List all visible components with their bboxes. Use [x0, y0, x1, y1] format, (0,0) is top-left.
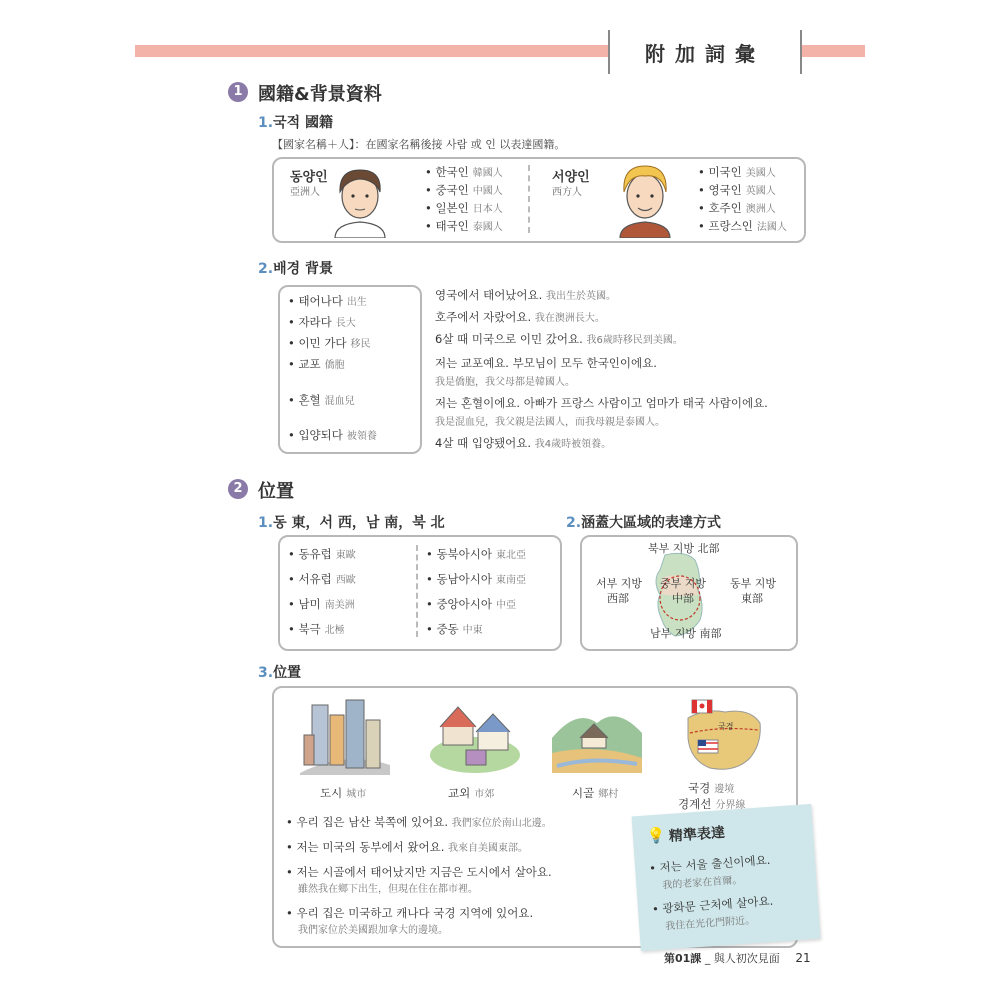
- page-number: 21: [795, 951, 811, 965]
- region-east-zh: 東部: [741, 592, 763, 605]
- vocab-item: • 혼혈 混血兒: [288, 393, 355, 407]
- west-item: • 영국인 英國人: [698, 183, 776, 197]
- region-west-ko: 서부 지방: [596, 577, 643, 590]
- section1-sub1-title: 1.국적 國籍: [258, 115, 333, 131]
- caption-city: 도시 城市: [320, 786, 367, 800]
- east-item: • 태국인 泰國人: [425, 219, 503, 233]
- sentence: • 저는 시골에서 태어났지만 지금은 도시에서 살아요.: [286, 865, 552, 879]
- west-zh: 西方人: [552, 187, 582, 198]
- sentence: 호주에서 자랐어요. 我在澳洲長大。: [435, 310, 605, 324]
- vocab-item: • 교포 僑胞: [288, 357, 345, 371]
- countryside-illustration: [552, 698, 642, 773]
- west-item: • 프랑스인 法國人: [698, 219, 787, 233]
- nationality-rule: 【國家名稱＋人】：在國家名稱後接 사람 或 인 以表達國籍。: [272, 138, 566, 151]
- east-item: • 한국인 韓國人: [425, 165, 503, 179]
- vocab-item: • 이민 가다 移民: [288, 336, 371, 350]
- vocab-item: • 자라다 長大: [288, 315, 356, 329]
- tip-item-translation: 我的老家在首爾。: [662, 874, 743, 892]
- direction-item: • 동북아시아 東北亞: [426, 547, 526, 561]
- region-center-ko: 중부 지방: [660, 577, 707, 590]
- vocab-item: • 태어나다 出生: [288, 294, 367, 308]
- lightbulb-icon: 💡: [646, 826, 667, 846]
- tip-item: • 저는 서울 출신이에요.: [648, 852, 771, 876]
- direction-item: • 서유럽 西歐: [288, 572, 356, 586]
- section1-title: 國籍&背景資料: [258, 84, 382, 105]
- section2-sub2-title: 2.涵蓋大區域的表達方式: [566, 515, 722, 531]
- sentence-translation: 雖然我在鄉下出生，但現在住在都市裡。: [298, 884, 478, 895]
- border-map-illustration: [680, 698, 765, 778]
- section1-number: 1: [228, 82, 248, 102]
- direction-item: • 남미 南美洲: [288, 597, 355, 611]
- region-west-zh: 西部: [607, 592, 629, 605]
- sentence: 4살 때 입양됐어요. 我4歲時被領養。: [435, 436, 612, 450]
- directions-divider: [416, 545, 418, 637]
- tip-note: [632, 804, 821, 951]
- west-item: • 미국인 美國人: [698, 165, 776, 179]
- sentence: 6살 때 미국으로 이민 갔어요. 我6歲時移民到美國。: [435, 332, 683, 346]
- direction-item: • 중앙아시아 中亞: [426, 597, 516, 611]
- caption-country: 시골 鄉村: [572, 786, 619, 800]
- direction-item: • 중동 中東: [426, 622, 483, 636]
- sentence-translation: 我們家位於美國跟加拿大的邊境。: [298, 925, 448, 936]
- footer-lesson: 第01課: [664, 952, 702, 965]
- caption-border: 국경 邊境: [688, 781, 735, 795]
- sentence: • 우리 집은 미국하고 캐나다 국경 지역에 있어요.: [286, 906, 534, 920]
- suburb-illustration: [428, 695, 523, 775]
- tip-title: 精準表達: [668, 824, 726, 845]
- caption-boundary: 경계선 分界線: [678, 797, 746, 811]
- footer-sep: _: [704, 952, 711, 965]
- region-east-ko: 동부 지방: [730, 577, 777, 590]
- section2-title: 位置: [258, 481, 294, 502]
- header-bar-right: [798, 45, 865, 57]
- west-label: 서양인: [552, 170, 590, 185]
- tip-item-translation: 我住在光化門附近。: [664, 915, 756, 933]
- caption-suburb: 교외 市郊: [448, 786, 495, 800]
- asian-man-illustration: [325, 162, 395, 238]
- region-center-zh: 中部: [672, 592, 694, 605]
- section1-sub2-title: 2.배경 背景: [258, 261, 333, 277]
- border-map-label: 국경: [718, 722, 734, 731]
- direction-item: • 동남아시아 東南亞: [426, 572, 526, 586]
- sentence: • 우리 집은 남산 북쪽에 있어요. 我們家位於南山北邊。: [286, 815, 552, 829]
- sentence: 저는 교포예요. 부모님이 모두 한국인이에요.: [435, 356, 657, 370]
- footer: [664, 950, 811, 966]
- city-illustration: [300, 695, 390, 775]
- east-zh: 亞洲人: [290, 187, 320, 198]
- tip-item: • 광화문 근처에 살아요.: [651, 893, 774, 917]
- western-man-illustration: [610, 160, 680, 238]
- east-label: 동양인: [290, 170, 328, 185]
- header-box: [608, 30, 802, 74]
- sentence: • 저는 미국의 동부에서 왔어요. 我來自美國東部。: [286, 840, 529, 854]
- sentence: 저는 혼혈이에요. 아빠가 프랑스 사람이고 엄마가 태국 사람이에요.: [435, 396, 768, 410]
- nationality-divider: [528, 165, 530, 233]
- west-item: • 호주인 澳洲人: [698, 201, 776, 215]
- section2-number: 2: [228, 479, 248, 499]
- section2-sub1-title: 1.동 東，서 西，남 南，북 北: [258, 515, 445, 531]
- sentence-translation: 我是混血兒，我父親是法國人，而我母親是泰國人。: [435, 417, 665, 428]
- header-bar-left: [135, 45, 608, 57]
- east-item: • 일본인 日本人: [425, 201, 503, 215]
- region-south: 남부 지방 南部: [650, 627, 722, 640]
- region-north: 북부 지방 北部: [648, 542, 720, 555]
- sentence: 영국에서 태어났어요. 我出生於英國。: [435, 288, 616, 302]
- section2-sub3-title: 3.位置: [258, 665, 302, 681]
- vocab-item: • 입양되다 被領養: [288, 428, 377, 442]
- direction-item: • 동유럽 東歐: [288, 547, 356, 561]
- east-item: • 중국인 中國人: [425, 183, 503, 197]
- footer-title: 與人初次見面: [713, 952, 780, 965]
- direction-item: • 북극 北極: [288, 622, 345, 636]
- sentence-translation: 我是僑胞，我父母都是韓國人。: [435, 377, 575, 388]
- page-header-title: 附加詞彙: [645, 41, 765, 66]
